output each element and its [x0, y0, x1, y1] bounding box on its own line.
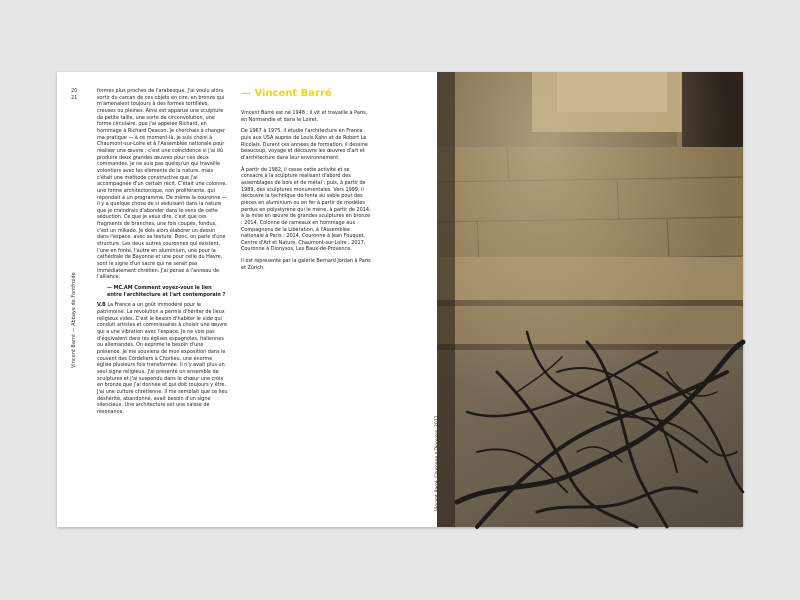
bio-paragraph-3: À partir de 1982, il cesse cette activité et se consacre à la sculpture réalisant d'abord des assemblages de bois et de métal ; puis, à partir de 1989, des sculptures monumentales. Vers 1999, il découvre la technique de fonte au sable pour des pièces en aluminium ou en fer à partir de modèles perdus en polystyrène qui le mène, à partir de 2014, à la mise en œuvre de grandes sculptures en bronze : 2014, Colonne de rameaux en hommage aux Compagnons de la Libération, à l'Assemblée nationale à Paris ; 2014, Couronne à Jean Fouquet, Centre d'Art et Nature, Chaumont-sur-Loire ; 2017, Couronne à Dionysos, Les Baux-de-Provence. [241, 166, 371, 253]
book-spread [57, 72, 743, 527]
question-speaker: — MC.AM [107, 285, 133, 292]
interview-answer [97, 302, 228, 415]
sculpture-photo [437, 72, 743, 527]
bio-paragraph-1: Vincent Barré est né 1948 ; il vit et travaille à Paris, en Normandie et dans le Loiret. [241, 110, 368, 123]
right-page-photo [437, 72, 743, 527]
running-header-text: Vincent Barré — Abbaye de Fontfroide [71, 272, 77, 368]
interview-question [107, 285, 228, 298]
interview-paragraph: formes plus proches de l'arabesque. J'ai voulu alors sortir du carcan de ces objets en cire, en bronze qui m'amenaient toujours à des formes tortillées, creuses ou pleines. Ainsi est apparue une sculpture de petite taille, une sorte de circonvolution, une forme circulaire, que j'ai appelée Richard, en hommage à Richard Deacon. Je cherchais à changer ma pratique — à ce moment-là, je suis choisi à Chaumont-sur-Loire et à l'Assemblée nationale pour réaliser une œuvre ; c'est une coïncidence si j'ai dû produire deux grandes œuvres pour ces deux commandes. Je ne suis pas quelqu'un qui travaille volontiers avec les éléments de la nature, mais c'était une méthode constructive que j'ai accompagnée d'un certain récit. C'était une colonne, une forme architectonique, non proliférante, qui répondait à un programme. De même la couronne — il y a quelque chose de si séduisant dans la nature que je craindrais d'abonder dans le sens de cette séduction. Ce que je veux dire, c'est que ces fragments de branches, une fois coupés, fondus, c'est un mikado. Je dois alors élaborer un dessin dans l'espace, avec sa texture. Donc, on parle d'une structure. Les deux autres couronnes qui existent, l'une en fonte, l'autre en aluminium, une pour la cathédrale de Bayonne et une pour celle du Havre, sont le signe d'un sacré qui ne serait pas immédiatement chrétien. J'ai pensé à l'anneau de l'alliance. [97, 88, 227, 281]
sculpture-photo-image [437, 72, 743, 527]
answer-speaker: V.B [97, 302, 106, 309]
bio-paragraph-2: De 1967 à 1975, il étudie l'architecture en France puis aux USA auprès de Louis Kahn et de Robert Le Ricolais. Durant ces années de formation, il dessine beaucoup, voyage et découvre les œuvres d'art et d'architecture dans leur environnement. [241, 128, 368, 161]
artist-title: — Vincent Barré [241, 88, 332, 99]
question-text: Comment voyez-vous le lien entre l'architecture et l'art contemporain ? [107, 285, 226, 298]
left-page [57, 72, 437, 527]
page-number-left: 20 [71, 88, 78, 94]
bio-paragraph-4: Il est représenté par la galerie Bernard Jordan à Paris et Zürich. [241, 258, 371, 271]
page-number-right: 21 [71, 95, 78, 101]
biography-column [241, 88, 371, 271]
answer-text: La France a un goût immodéré pour le patrimoine. La révolution a permis d'hériter de lieux religieux vides. C'est le besoin d'habiter le vide qui conduit artistes et commissaires à choisir une œuvre qui a une vibration avec l'espace. Je ne vois pas d'équivalent dans les églises espagnoles, italiennes ou allemandes. On exprime le besoin d'une présence. Je me souviens de mon exposition dans le couvent des Cordeliers à Chorlieu, une énorme église plusieurs fois transformée. Il n'y avait plus un seul signe religieux. J'ai présenté un ensemble de sculptures et j'ai suspendu dans le chœur une croix en bronze que j'ai donnée et qui doit toujours y être. J'ai une culture chrétienne. Il me semblait que ce lieu déshérité, abandonné, avait besoin d'un signe silencieux. Une architecture est une caisse de résonance. [97, 302, 228, 415]
photo-caption [435, 415, 447, 527]
photo-caption-text: Vincent Barré, Couronne à Dionysos, 2017 [435, 415, 440, 511]
running-header [71, 272, 79, 376]
interview-column [97, 88, 228, 416]
page-numbers [71, 88, 77, 102]
